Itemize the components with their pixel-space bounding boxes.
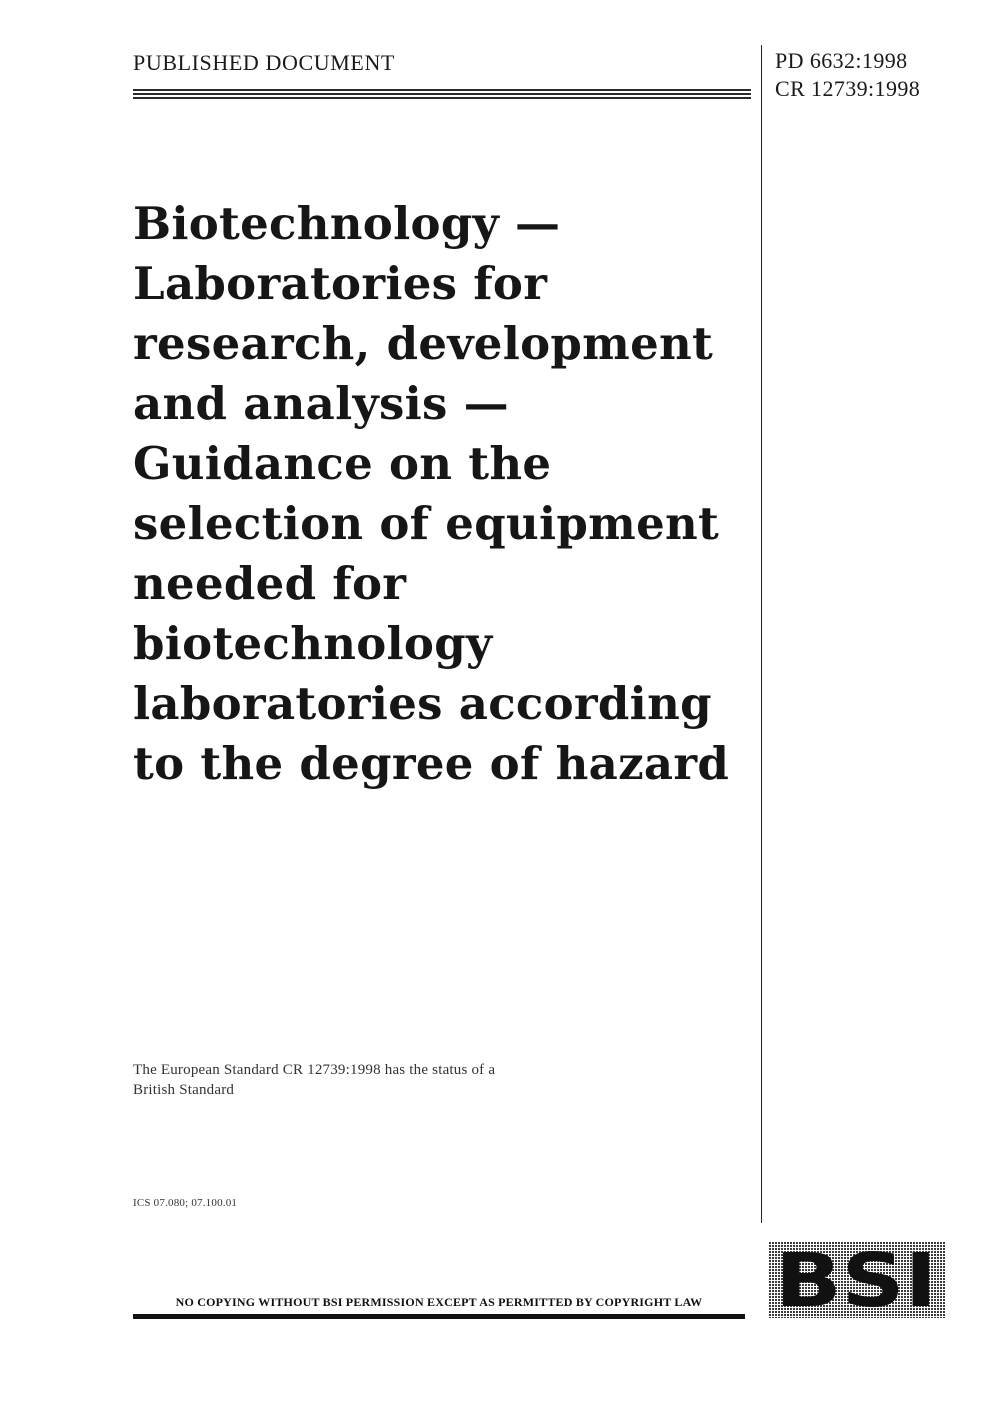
header-rule	[133, 89, 751, 99]
ics-code: ICS 07.080; 07.100.01	[133, 1197, 238, 1209]
cr-reference: CR 12739:1998	[775, 76, 921, 101]
header-rule-line	[133, 93, 751, 95]
title-line: Biotechnology —	[133, 197, 561, 250]
header-rule-line	[133, 89, 751, 91]
bsi-logo-text: BSI	[775, 1242, 937, 1318]
title-line: laboratories according	[133, 677, 712, 730]
bsi-logo	[769, 1242, 945, 1318]
vertical-divider	[761, 45, 762, 1223]
header-rule-line	[133, 97, 751, 99]
copyright-notice: NO COPYING WITHOUT BSI PERMISSION EXCEPT AS PERMITTED BY COPYRIGHT LAW	[175, 1295, 703, 1309]
document-references	[775, 47, 920, 103]
status-note	[133, 1060, 495, 1100]
title-line: biotechnology	[133, 617, 493, 670]
status-note-line: British Standard	[133, 1082, 235, 1098]
status-note-line: The European Standard CR 12739:1998 has the status of a	[133, 1062, 496, 1078]
title-line: Guidance on the	[133, 437, 552, 490]
pd-reference: PD 6632:1998	[775, 48, 908, 73]
title-line: needed for	[133, 557, 407, 610]
title-line: selection of equipment	[133, 497, 720, 550]
publication-type-label: PUBLISHED DOCUMENT	[133, 50, 395, 75]
footer-rule	[133, 1314, 745, 1319]
document-title	[133, 194, 753, 794]
title-line: to the degree of hazard	[133, 737, 730, 790]
title-line: Laboratories for	[133, 257, 548, 310]
title-line: research, development	[133, 317, 714, 370]
title-line: and analysis —	[133, 377, 509, 430]
